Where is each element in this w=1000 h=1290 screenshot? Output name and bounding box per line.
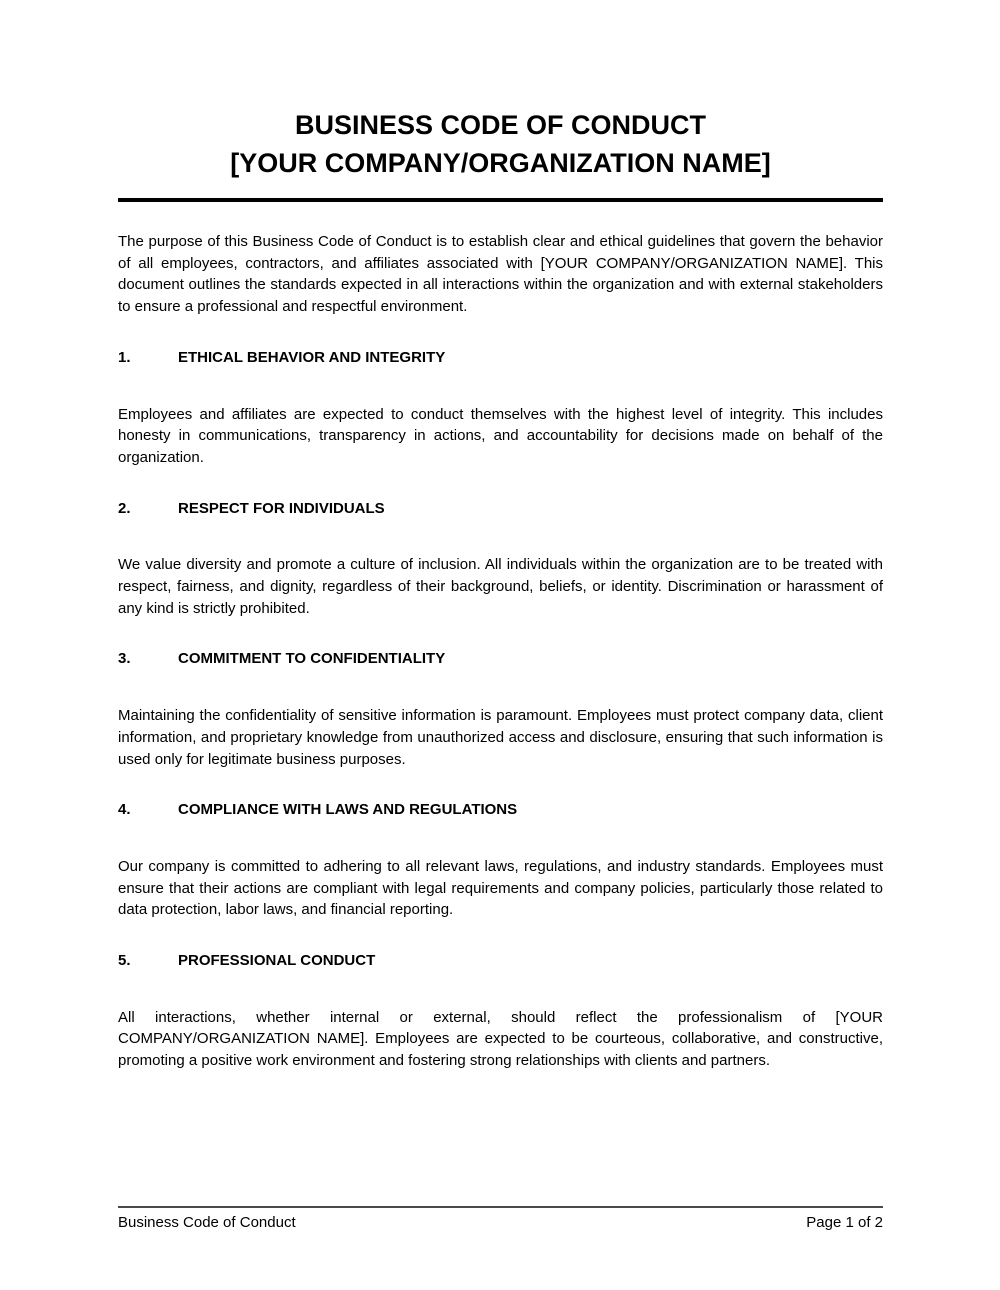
footer-page-number: Page 1 of 2	[806, 1214, 883, 1231]
section-4	[118, 799, 883, 921]
footer-row	[118, 1213, 883, 1232]
page-footer	[118, 1206, 883, 1232]
document-content	[118, 0, 883, 1072]
section-1-body: Employees and affiliates are expected to conduct themselves with the highest level of integrity. This includes honesty in communications, transparency in actions, and accountability for decisions made on behalf of the organization.	[118, 405, 883, 466]
section-2-body: We value diversity and promote a culture of inclusion. All individuals within the organization are to be treated with respect, fairness, and dignity, regardless of their background, beliefs, or identity. Discrimination or harassment of any kind is strictly prohibited.	[118, 556, 883, 617]
section-4-heading	[118, 799, 883, 821]
section-1	[118, 347, 883, 469]
section-2	[118, 498, 883, 620]
section-1-heading	[118, 347, 883, 369]
section-5-heading	[118, 950, 883, 972]
section-2-heading	[118, 498, 883, 520]
section-5-title: PROFESSIONAL CONDUCT	[178, 952, 376, 970]
title-divider	[118, 198, 883, 202]
intro-paragraph: The purpose of this Business Code of Conduct is to establish clear and ethical guidelines that govern the behavior of all employees, contractors, and affiliates associated with [YOUR COMPANY/ORGANIZATION NAME]. This document outlines the standards expected in all interactions within the organization and with external stakeholders to ensure a professional and respectful environment.	[118, 233, 883, 316]
section-4-body: Our company is committed to adhering to all relevant laws, regulations, and industry standards. Employees must ensure that their actions are compliant with legal requirements and company policies, particularly those related to data protection, labor laws, and financial reporting.	[118, 857, 883, 919]
section-3	[118, 648, 883, 770]
section-3-number: 3.	[118, 650, 131, 668]
document-title	[118, 0, 883, 182]
section-1-title: ETHICAL BEHAVIOR AND INTEGRITY	[178, 348, 446, 366]
section-5-number: 5.	[118, 952, 131, 970]
title-line-2: [YOUR COMPANY/ORGANIZATION NAME]	[230, 148, 771, 178]
footer-divider	[118, 1206, 883, 1208]
section-4-title: COMPLIANCE WITH LAWS AND REGULATIONS	[178, 801, 518, 819]
section-3-title: COMMITMENT TO CONFIDENTIALITY	[178, 650, 446, 668]
section-2-number: 2.	[118, 499, 131, 517]
section-4-number: 4.	[118, 801, 131, 819]
section-5-body: All interactions, whether internal or external, should reflect the professionalism of [YOUR COMPANY/ORGANIZATION NAME]. Employees are expected to be courteous, collaborative, and constructive, promoting a positive work environment and fostering strong relationships with clients and partners.	[118, 1008, 883, 1070]
footer-document-title: Business Code of Conduct	[118, 1214, 296, 1231]
section-1-number: 1.	[118, 348, 131, 366]
title-line-1: BUSINESS CODE OF CONDUCT	[294, 110, 707, 140]
section-5	[118, 950, 883, 1072]
section-3-body: Maintaining the confidentiality of sensitive information is paramount. Employees must protect company data, client information, and proprietary knowledge from unauthorized access and disclosure, ensuring that such information is used only for legitimate business purposes.	[118, 707, 883, 768]
section-3-heading	[118, 648, 883, 670]
section-2-title: RESPECT FOR INDIVIDUALS	[178, 499, 385, 517]
